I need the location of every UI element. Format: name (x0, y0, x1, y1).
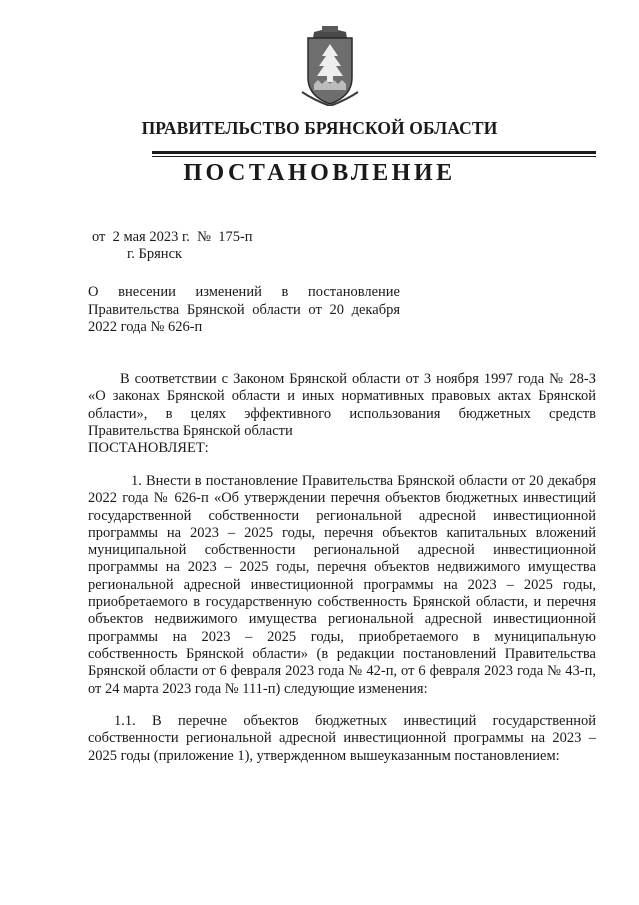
item-1-paragraph: 1. Внести в постановление Правительства Брянской области от 20 декабря 2022 года № 626-п «Об утверждении перечня объектов бюджетных инвестиций государственной собственности региональной адресной инвестиционной программы на 2023 – 2025 годы, перечня объектов капитальных вложений муниципальной собственности региональной адресной инвестиционной программы на 2023 – 2025 годы, перечня объектов недвижимого имущества региональной адресной инвестиционной программы на 2023 – 2025 годы, приобретаемого в государственную собственность Брянской области, и перечня объектов недвижимого имущества региональной адресной инвестиционной программы на 2023 – 2025 годы, приобретаемого в муниципальную собственность Брянской области» (в редакции постановлений Правительства Брянской области от 6 февраля 2023 года № 42-п, от 6 февраля 2023 года № 43-п, от 24 марта 2023 года № 111-п) следующие изменения: (88, 473, 596, 697)
item-1-1-block (88, 713, 596, 765)
document-subject: О внесении изменений в постановление Правительства Брянской области от 20 декабря 2022 года № 626-п (88, 284, 400, 335)
government-name: ПРАВИТЕЛЬСТВО БРЯНСКОЙ ОБЛАСТИ (141, 118, 498, 138)
item-1-1-paragraph: 1.1. В перечне объектов бюджетных инвестиций государственной собственности региональной адресной инвестиционной программы на 2023 – 2025 годы (приложение 1), утвержденном вышеуказанным постановлением: (88, 713, 596, 764)
bryansk-coat-of-arms-icon (300, 26, 360, 106)
preamble-paragraph: В соответствии с Законом Брянской области от 3 ноября 1997 года № 28-З «О законах Брянской области и иных нормативных правовых актах Брянской области», в целях эффективного использования бюджетных средств Правительства Брянской области (88, 371, 596, 439)
preamble-block (88, 371, 596, 457)
item-1-block (88, 473, 596, 698)
document-date-number: от 2 мая 2023 г. № 175-п (92, 229, 253, 245)
header-rule-thick (152, 151, 596, 154)
document-type-title: ПОСТАНОВЛЕНИЕ (183, 160, 456, 186)
resolves-heading: ПОСТАНОВЛЯЕТ: (88, 440, 209, 457)
header-rule-thin (152, 156, 596, 157)
document-city: г. Брянск (127, 246, 183, 262)
